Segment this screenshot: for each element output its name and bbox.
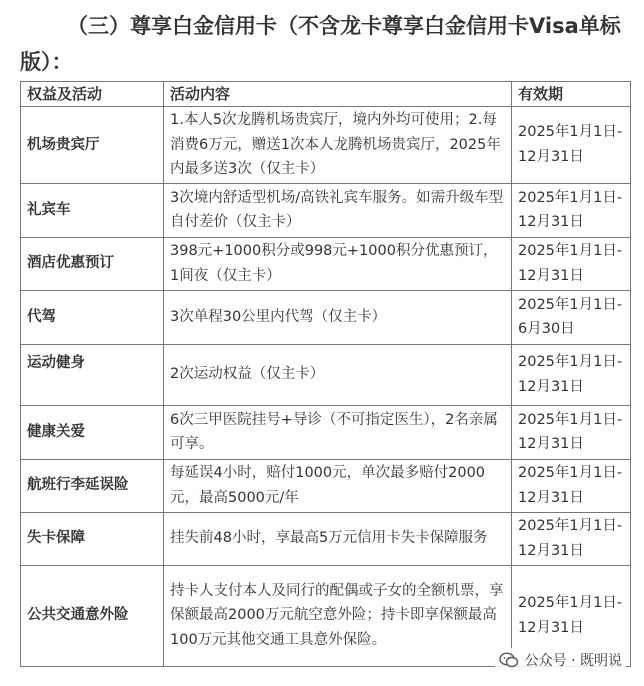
benefit-name: 运动健身: [21, 344, 164, 405]
benefit-content: 1.本人5次龙腾机场贵宾厅，境内外均可使用；2.每消费6万元，赠送1次本人龙腾机场贵宾厅，2025年内最多送3次（仅主卡）: [164, 107, 512, 184]
benefit-content: 持卡人支付本人及同行的配偶或子女的全额机票，享保额最高2000万元航空意外险；持卡即享保额最高100万元其他交通工具意外保险。: [164, 565, 512, 666]
header-benefit: 权益及活动: [21, 82, 164, 107]
table-row: [21, 183, 631, 237]
benefits-table: [20, 81, 631, 667]
benefit-name: 失卡保障: [21, 512, 164, 565]
watermark: [495, 648, 626, 672]
header-content: 活动内容: [164, 82, 512, 107]
benefit-name: 礼宾车: [21, 183, 164, 237]
benefit-validity: 2025年1月1日-12月31日: [512, 107, 631, 184]
benefit-content: 3次单程30公里内代驾（仅主卡）: [164, 290, 512, 344]
benefit-name: 航班行李延误险: [21, 459, 164, 512]
wechat-icon: [499, 652, 519, 668]
benefit-validity: 2025年1月1日-12月31日: [512, 405, 631, 459]
benefit-validity: 2025年1月1日-12月31日: [512, 565, 631, 666]
table-row: [21, 344, 631, 405]
benefit-content: 挂失前48小时，享最高5万元信用卡失卡保障服务: [164, 512, 512, 565]
benefit-validity: 2025年1月1日-12月31日: [512, 512, 631, 565]
benefit-validity: 2025年1月1日-12月31日: [512, 344, 631, 405]
benefit-validity: 2025年1月1日-12月31日: [512, 237, 631, 290]
table-row: [21, 512, 631, 565]
benefit-content: 3次境内舒适型机场/高铁礼宾车服务。如需升级车型自付差价（仅主卡）: [164, 183, 512, 237]
benefit-name: 机场贵宾厅: [21, 107, 164, 184]
table-row: [21, 405, 631, 459]
watermark-text: 公众号 · 既明说: [524, 653, 622, 669]
benefit-name: 代驾: [21, 290, 164, 344]
table-row: [21, 459, 631, 512]
table-row: [21, 290, 631, 344]
benefit-content: 6次三甲医院挂号+导诊（不可指定医生），2名亲属可享。: [164, 405, 512, 459]
table-row: [21, 107, 631, 184]
benefit-name: 公共交通意外险: [21, 565, 164, 666]
benefit-validity: 2025年1月1日-12月31日: [512, 183, 631, 237]
table-row: [21, 237, 631, 290]
benefit-content: 每延误4小时，赔付1000元，单次最多赔付2000元，最高5000元/年: [164, 459, 512, 512]
benefit-content: 2次运动权益（仅主卡）: [164, 344, 512, 405]
benefit-content: 398元+1000积分或998元+1000积分优惠预订，1间夜（仅主卡）: [164, 237, 512, 290]
benefit-name: 健康关爱: [21, 405, 164, 459]
benefit-validity: 2025年1月1日-6月30日: [512, 290, 631, 344]
benefit-name: 酒店优惠预订: [21, 237, 164, 290]
benefit-validity: 2025年1月1日-12月31日: [512, 459, 631, 512]
section-heading: （三）尊享白金信用卡（不含龙卡尊享白金信用卡Visa单标版）：: [20, 14, 621, 74]
header-validity: 有效期: [512, 82, 631, 107]
table-header-row: [21, 82, 631, 107]
